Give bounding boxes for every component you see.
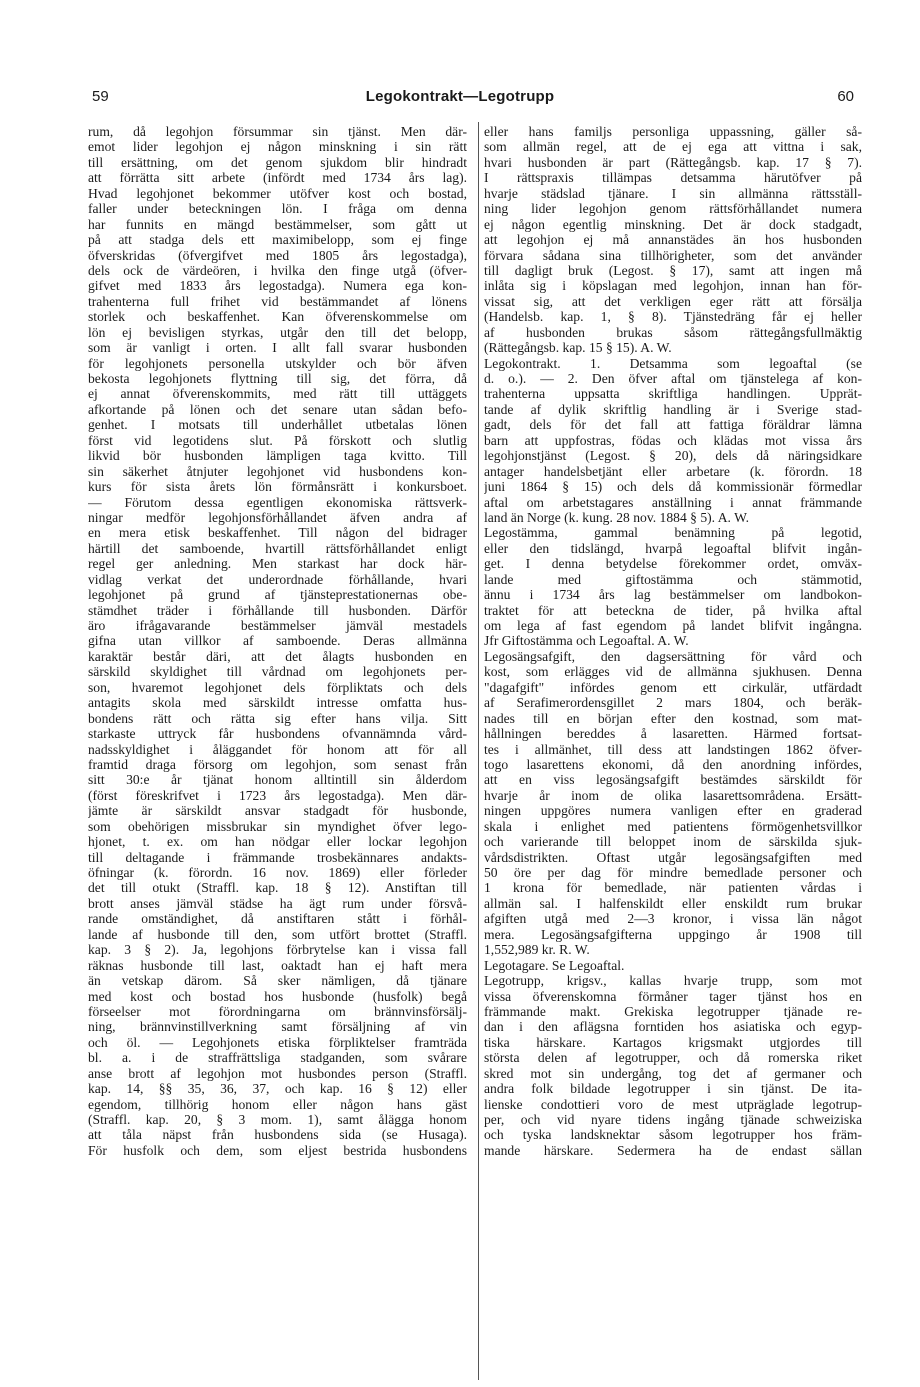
text-line: att legohjon ej må annanstädes än hos husbonden (484, 232, 862, 248)
text-line: förvara sådana sina tillhörigheter, som det använder (484, 247, 862, 263)
text-line: skred mot sin undergång, tog det af germaner och (484, 1065, 862, 1081)
text-line: — Förutom dessa egentligen ekonomiska rättsverk- (88, 494, 467, 510)
text-line: än vetskap därom. Så sker nämligen, då tjänare (88, 973, 467, 989)
text-line: Legotrupp, krigsv., kallas hvarje trupp, som mot (484, 973, 862, 989)
text-line: trahenterna full frihet vid bestämmandet af lönens (88, 293, 467, 309)
text-line: hållningen bereddes å lasaretten. Härmed fortsat- (484, 726, 862, 742)
text-line: härtill det samboende, hvartill rättsförhållandet enligt (88, 540, 467, 556)
text-line: det till otukt (Straffl. kap. 18 § 12). Anstiftan till (88, 880, 467, 896)
text-line: afgiften utgå med 2—3 kronor, i vissa län något (484, 911, 862, 927)
text-line: lande med giftostämma och stämmotid, (484, 571, 862, 587)
text-line: kap. 14, §§ 35, 36, 37, och kap. 16 § 12) eller (88, 1081, 467, 1097)
text-line: get. I denna betydelse förekommer ordet, omväx- (484, 556, 862, 572)
text-line: kurs för sista årets lön förmånsrätt i konkursboet. (88, 479, 467, 495)
text-line: eller den tidslängd, hvarpå legoaftal blifvit ingån- (484, 540, 862, 556)
text-line: storlek och beskaffenhet. Kan öfverenskommelse om (88, 309, 467, 325)
text-line: gifvet med 1833 års legostadga). Numera ega kon- (88, 278, 467, 294)
text-line: 1,552,989 kr. R. W. (484, 942, 590, 958)
text-line: jämte är särskildt ansvar stadgadt för husbonde, (88, 803, 467, 819)
text-line: med kost och bostad hos husbonde (husfolk) begå (88, 988, 467, 1004)
text-line: till dagligt bruk (Legost. § 17), samt att ingen må (484, 262, 862, 278)
text-line: på att stadga dels ett maximibelopp, som ej finge (88, 232, 467, 248)
text-line: legohjonet på grund af tjänsteprestationernas obe- (88, 587, 467, 603)
text-line: mande härskare. Sedermera ha de endast sällan (484, 1142, 862, 1158)
text-line: likvid bör husbonden lämpligen taga kvitto. Till (88, 448, 467, 464)
text-line: (först föreskrifvet i 1723 års legostadga). Men där- (88, 787, 467, 803)
text-line: dan i den aflägsna forntiden hos asiatiska och egyp- (484, 1019, 862, 1035)
text-line: lienske condottieri voro de mest utpräglade legotrup- (484, 1096, 862, 1112)
text-line: rum, då legohjon försummar sin tjänst. Men där- (88, 124, 467, 139)
text-line: legohjonstjänst (Legost. § 20), dels då näringsidkare (484, 448, 862, 464)
text-line: vidlag verkat det underordnade förhållande, hvari (88, 571, 467, 587)
text-line: kost, som erlägges vid de allmänna sjukhusen. Denna (484, 664, 862, 680)
text-line: bekosta legohjonets flyttning till sig, det förra, då (88, 371, 467, 386)
text-line: juni 1864 § 15) och dels då kommissionär förmedlar (484, 479, 862, 495)
text-line: Legokontrakt. 1. Detsamma som legoaftal (se (484, 355, 862, 371)
text-line: hvarje år inom de olika lasarettsområdena. Ersätt- (484, 787, 862, 803)
text-line: tande af dylik skriftlig handling är i Sverige stad- (484, 401, 862, 417)
text-line: som allmän regel, att de ej ega att vittna i sak, (484, 139, 862, 155)
left-text-column (88, 124, 467, 1158)
text-line: lön ej bevisligen styrkas, utgår den till det belopp, (88, 324, 467, 340)
text-line: trahenterna uppsatta skriftliga handlingen. Upprät- (484, 386, 862, 402)
text-line: vissa öfverenskomna förmåner tager tjänst hos en (484, 988, 862, 1004)
text-line: kap. 3 § 2). Ja, legohjons förbrytelse kan i vissa fall (88, 942, 467, 958)
text-line: framtid draga försorg om legohjon, som senast från (88, 756, 467, 772)
text-line: främmande makt. Grekiska legotrupper tjänade re- (484, 1003, 862, 1019)
text-line: (Handelsb. kap. 1, § 8). Tjänstedräng får ej heller (484, 309, 862, 325)
text-line: ning, brännvinstillverkning samt försäljning af vin (88, 1019, 467, 1035)
text-line: rande omständighet, då anstiftaren stått i förhål- (88, 911, 467, 927)
text-line: nadsskyldighet i åläggandet för honom att för all (88, 741, 467, 757)
text-line: 1 krona för bemedlade, när patienten vårdas i (484, 880, 862, 896)
text-line: aftal om arbetstagares anställning i annat främmande (484, 494, 862, 510)
text-line: vårdsdistrikten. Oftast utgår legosängsafgiften med (484, 849, 862, 865)
text-line: om lega af fast egendom på landet blifvit ingångna. (484, 618, 862, 633)
text-line: dels ock de värdeören, i hvilka den finge utgå (öfver- (88, 262, 467, 278)
text-line: räknas husbonde till last, oaktadt han ej haft mera (88, 957, 467, 973)
text-line: egendom, tillhörig honom eller någon hans gäst (88, 1096, 467, 1112)
text-line: ännu i 1734 års lag bestämmelser om landbokon- (484, 587, 862, 603)
text-line: öfningar (k. förordn. 16 nov. 1869) eller förleder (88, 865, 467, 880)
text-line: skala i enlighet med patientens förmögenhetsvillkor (484, 818, 862, 834)
text-line: Hvad legohjonet bekommer utöfver kost och bostad, (88, 185, 467, 201)
text-line: emot lider legohjon ej någon minskning i sin rätt (88, 139, 467, 155)
text-line: som obehörigen missbrukar sin myndighet öfver lego- (88, 818, 467, 834)
text-line: anse brott af legohjon mot husbondes person (Straffl. (88, 1065, 467, 1081)
text-line: I rättspraxis tillämpas detsamma härutöfver på (484, 170, 862, 186)
text-line: nades till en början efter den kostnad, som mat- (484, 710, 862, 726)
text-line: (Straffl. kap. 20, § 3 mom. 1), samt ålägga honom (88, 1112, 467, 1127)
text-line: först vid legotidens slut. På förskott och slutlig (88, 432, 467, 448)
text-line: Legosängsafgift, den dagsersättning för vård och (484, 648, 862, 664)
text-line: och öl. — Legohjonets etiska förpliktelser framträda (88, 1034, 467, 1050)
text-line: brott anses jämväl städse ha ägt rum under försvå- (88, 895, 467, 911)
text-line: afkortande på lönen och det senare utan sådan befo- (88, 401, 467, 417)
text-line: särskild skyldighet till vårdnad om legohjonets per- (88, 664, 467, 680)
text-line: ej någon egentlig minskning. Det är dock stadgadt, (484, 216, 862, 232)
text-line: att en viss legosängsafgift bestämdes särskildt för (484, 772, 862, 788)
text-line: till deltagande i främmande trosbekännares andakts- (88, 849, 467, 865)
text-line: land än Norge (k. kung. 28 nov. 1884 § 5). A. W. (484, 509, 750, 525)
text-line: tes i allmänhet, till dess att landstingen 1862 öfver- (484, 741, 862, 757)
text-line: eller hans familjs personliga uppassning, gäller så- (484, 124, 862, 139)
text-line: karaktär består däri, att det ålagts husbonden en (88, 648, 467, 664)
text-line: inlåta sig i köpslagan med legohjon, innan han för- (484, 278, 862, 294)
text-line: sitt 30:e år tjänat honom alltintill sin ålderdom (88, 772, 467, 788)
text-line: som är vanligt i orten. I allt fall svarar husbonden (88, 340, 467, 356)
text-line: att förrätta sitt arbete (infördt med 1734 års lag). (88, 170, 467, 186)
running-header-title: Legokontrakt—Legotrupp (365, 88, 555, 105)
text-line: starkaste uttryck får husbondens ofvannämnda vård- (88, 726, 467, 742)
text-line: per, och vid nyare tidens ingång tjänade schweiziska (484, 1112, 862, 1127)
text-line: vissat sig, att det verkligen eger rätt att försälja (484, 293, 862, 309)
text-line: Legostämma, gammal benämning på legotid, (484, 525, 862, 541)
text-line: af husbonden brukas såsom rättegångsfullmäktig (484, 324, 862, 340)
text-line: För husfolk och dem, som eljest bestrida husbondens (88, 1142, 467, 1158)
text-line: ning lider legohjon genom rättsförhållandet numera (484, 201, 862, 217)
text-line: regel ger anledning. Men starkast har dock här- (88, 556, 467, 572)
page-number-right: 60 (837, 88, 854, 105)
text-line: största delen af legotrupper, och då romerska riket (484, 1050, 862, 1066)
text-line: gadt, dels för det fall att fattiga föräldrar lämna (484, 417, 862, 433)
text-line: ej annat öfverenskommits, med rätt till uttäggets (88, 386, 467, 402)
text-line: tiska härskare. Kartagos krigsmakt utgjordes till (484, 1034, 862, 1050)
text-line: andra folk bildade legotrupper i sin tjänst. De ita- (484, 1081, 862, 1097)
text-line: stämdhet träder i förhållande till husbonden. Därför (88, 602, 467, 618)
text-line: har funnits en mängd bestämmelser, som gått ut (88, 216, 467, 232)
text-line: "dagafgift" infördes genom ett cirkulär, utfärdadt (484, 679, 862, 695)
text-line: traktet för att beteckna de tider, på hvilka aftal (484, 602, 862, 618)
text-line: och varierande till beloppet inom de särskilda sjuk- (484, 834, 862, 850)
text-line: hjonet, t. ex. om han nödgar eller lockar legohjon (88, 834, 467, 850)
text-line: för legohjonets personella utskylder och bör äfven (88, 355, 467, 371)
text-line: allmän sal. I halfenskildt eller enskildt rum brukar (484, 895, 862, 911)
text-line: bondens rätt och rätta sig efter hans vilja. Sitt (88, 710, 467, 726)
text-line: son, hvaremot legohjonet dels förpliktats och dels (88, 679, 467, 695)
text-line: Legotagare. Se Legoaftal. (484, 957, 625, 973)
text-line: äro ifrågavarande bestämmelser jämväl mestadels (88, 618, 467, 633)
text-line: 50 öre per dag för mindre bemedlade personer och (484, 865, 862, 880)
text-line: lande af husbonde till den, som utfört brottet (Straffl. (88, 926, 467, 942)
text-line: en mera etisk beskaffenhet. Till någon del bidrager (88, 525, 467, 541)
text-line: af Serafimerordensgillet 2 mars 1804, och beräk- (484, 695, 862, 711)
text-line: d. o.). — 2. Den öfver aftal om tjänstelega af kon- (484, 371, 862, 386)
text-line: hvari husbonden är part (Rättegångsb. kap. 17 § 7). (484, 154, 862, 170)
text-line: förseelser mot förordningarna om brännvinsförsälj- (88, 1003, 467, 1019)
text-line: (Rättegångsb. kap. 15 § 15). A. W. (484, 340, 672, 356)
text-line: Jfr Giftostämma och Legoaftal. A. W. (484, 633, 689, 649)
text-line: öfverskridas (öfvergifvet med 1805 års legostadga), (88, 247, 467, 263)
text-line: bl. a. i de straffrättsliga stadganden, som svårare (88, 1050, 467, 1066)
text-line: att tåla näpst från husbondens sida (se Husaga). (88, 1127, 467, 1143)
text-line: antager handelsbetjänt eller arbetare (k. förordn. 18 (484, 463, 862, 479)
text-line: hvarje städslad tjänare. I sin allmänna rättsställ- (484, 185, 862, 201)
text-line: till ersättning, om det genom sjukdom blir hindradt (88, 154, 467, 170)
right-text-column (484, 124, 862, 1158)
text-line: mera. Legosängsafgifterna uppgingo år 1908 till (484, 926, 862, 942)
text-line: gifna utan villkor af samboende. Deras allmänna (88, 633, 467, 649)
text-line: togo lasarettens ekonomi, då den anordning infördes, (484, 756, 862, 772)
column-divider (478, 122, 479, 1380)
text-line: antagits skola med särskildt intresse omfatta hus- (88, 695, 467, 711)
text-line: sin säkerhet åtnjuter legohjonet vid husbondens kon- (88, 463, 467, 479)
text-line: och tyska landsknektar såsom legotrupper hos främ- (484, 1127, 862, 1143)
text-line: barn att uppfostras, födas och klädas mot vissa års (484, 432, 862, 448)
page-number-left: 59 (92, 88, 109, 105)
text-line: faller under beteckningen lön. I fråga om denna (88, 201, 467, 217)
text-line: ningar medför legohjonsförhållandet äfven andra af (88, 509, 467, 525)
text-line: genhet. I motsats till underhållet utbetalas lönen (88, 417, 467, 433)
text-line: ningen uppgöres numera vanligen efter en graderad (484, 803, 862, 819)
